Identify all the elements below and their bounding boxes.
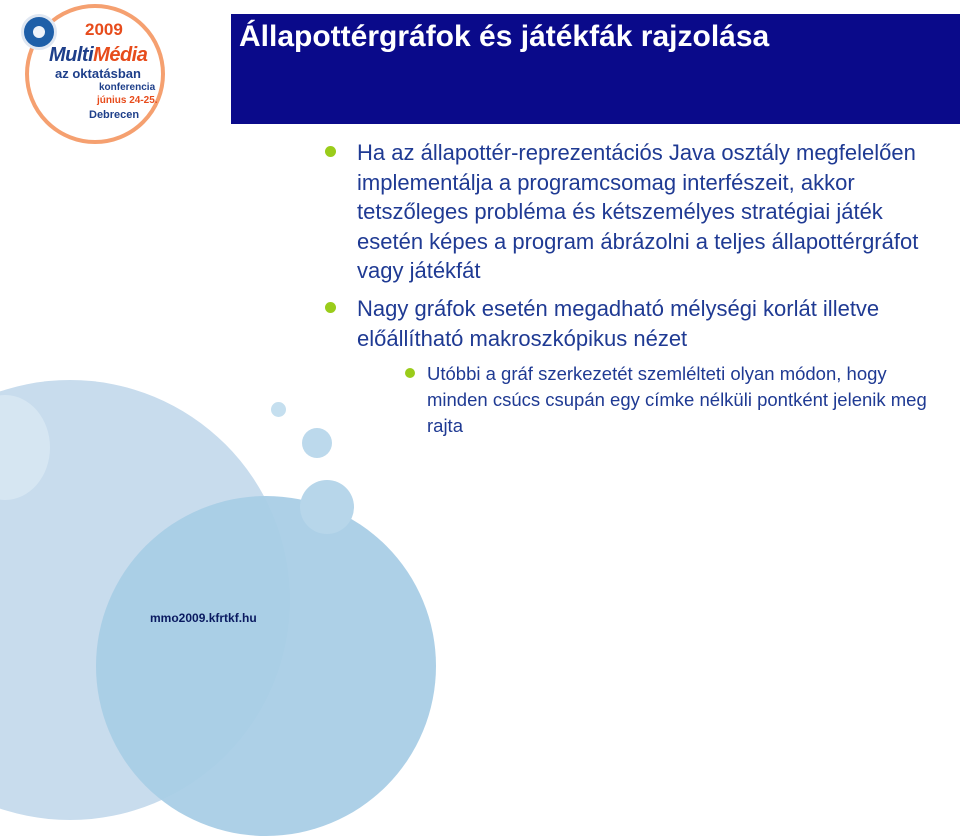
bullet-item [325,138,950,286]
footer-url: mmo2009.kfrtkf.hu [150,611,257,625]
slide-title: Állapottérgráfok és játékfák rajzolása [239,20,770,53]
bullet-dot-icon [325,146,336,157]
logo-city: Debrecen [89,109,140,121]
decorative-circle-tiny [271,402,286,417]
logo-name-part2: Média [93,44,148,66]
sub-bullet-item [357,361,950,439]
logo-name [49,44,147,67]
logo-name-part1: Multi [49,44,94,66]
logo-subtitle: az oktatásban [55,66,141,81]
bullet-dot-icon [325,302,336,313]
bullet-dot-icon [405,368,415,378]
bullet-text: Nagy gráfok esetén megadható mélységi korlát illetve előállítható makroszkópikus nézet [357,295,880,351]
decorative-circle-bottom [96,496,436,836]
decorative-circle-small [300,480,354,534]
logo-year: 2009 [85,20,123,39]
bullet-item [325,294,950,353]
conference-logo [5,4,180,134]
bullet-text: Ha az állapottér-reprezentációs Java osztály megfelelően implementálja a programcsomag interfészeit, akkor tetszőleges probléma és kétszemélyes stratégiai játék esetén képes a program ábrázolni a teljes állapottérgráfot vagy játékfát [357,140,919,284]
logo-conference: konferencia [99,82,156,93]
sub-bullet-text: Utóbbi a gráf szerkezetét szemlélteti olyan módon, hogy minden csúcs csupán egy címke nélküli pontként jelenik meg rajta [427,363,927,437]
logo-date: június 24-25. [97,95,158,106]
title-bar [231,14,960,124]
slide-content [325,138,950,439]
